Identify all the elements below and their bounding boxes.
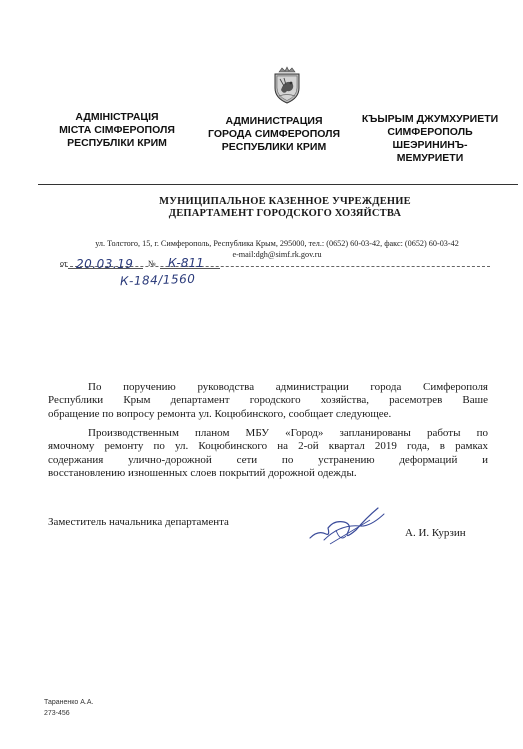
handwritten-signature xyxy=(300,500,390,550)
executor-info xyxy=(44,697,93,719)
header-right-line: КЪЫРЫМ ДЖУМХУРИЕТИ xyxy=(361,113,499,125)
header-center-line: АДМИНИСТРАЦИЯ xyxy=(225,115,323,127)
executor-name: Тараненко А.А. xyxy=(44,699,94,706)
organization-name xyxy=(120,196,450,220)
paragraph-line: Республики Крым департамент городского хозяйства, расемотрев Ваше xyxy=(48,394,488,407)
header-crimean-tatar xyxy=(355,113,505,165)
header-left-line: МІСТА СІМФЕРОПОЛЯ xyxy=(59,124,175,136)
signatory-title: Заместитель начальника департамента xyxy=(48,516,229,528)
header-right-line: МЕМУРИЕТИ xyxy=(396,152,464,164)
body-paragraph-2 xyxy=(48,427,488,480)
contact-email: e-mail:dgh@simf.rk.gov.ru xyxy=(232,250,322,259)
handwritten-date: 20.03.19 xyxy=(76,257,134,271)
org-line: ДЕПАРТАМЕНТ ГОРОДСКОГО ХОЗЯЙСТВА xyxy=(168,208,402,219)
coat-of-arms-icon xyxy=(272,66,302,104)
executor-phone: 273-456 xyxy=(44,710,70,717)
paragraph-line: По поручению руководства администрации города Симферополя xyxy=(88,381,488,393)
paragraph-line: ямочному ремонту по ул. Коцюбинского на 2-ой квартал 2019 года, в рамках xyxy=(48,440,488,453)
header-left-line: РЕСПУБЛІКИ КРИМ xyxy=(67,137,167,149)
header-center-line: ГОРОДА СИМФЕРОПОЛЯ xyxy=(208,128,341,140)
header-left-line: АДМІНІСТРАЦІЯ xyxy=(75,111,159,123)
header-divider xyxy=(38,184,518,185)
date-label: от xyxy=(60,259,68,268)
paragraph-line: восстановлению изношенных слоев покрытий дорожной одежды. xyxy=(48,466,357,479)
header-right-line: ШЕЭРИНИНЪ- xyxy=(392,139,468,151)
signatory-name: А. И. Курзин xyxy=(405,527,466,539)
contact-address: ул. Толстого, 15, г. Симферополь, Республика Крым, 295000, тел.: (0652) 60-03-42, факс: (0652) 60-03-42 xyxy=(95,239,459,248)
handwritten-incoming-number: К-184/1560 xyxy=(119,271,196,289)
org-line: МУНИЦИПАЛЬНОЕ КАЗЕННОЕ УЧРЕЖДЕНИЕ xyxy=(159,196,411,207)
paragraph-line: Производственным планом МБУ «Город» запланированы работы по xyxy=(88,427,488,439)
body-paragraph-1 xyxy=(48,381,488,421)
paragraph-line: обращение по вопросу ремонта ул. Коцюбинского, сообщает следующее. xyxy=(48,407,392,420)
paragraph-line: содержания улично-дорожной сети по устранению деформаций и xyxy=(48,453,488,466)
header-right-line: СИМФЕРОПОЛЬ xyxy=(387,126,473,138)
number-label: № xyxy=(148,259,156,268)
header-center-line: РЕСПУБЛИКИ КРИМ xyxy=(221,141,327,153)
handwritten-outgoing-number: К-811 xyxy=(168,256,204,270)
header-russian xyxy=(208,115,340,154)
header-ukrainian xyxy=(52,111,182,150)
